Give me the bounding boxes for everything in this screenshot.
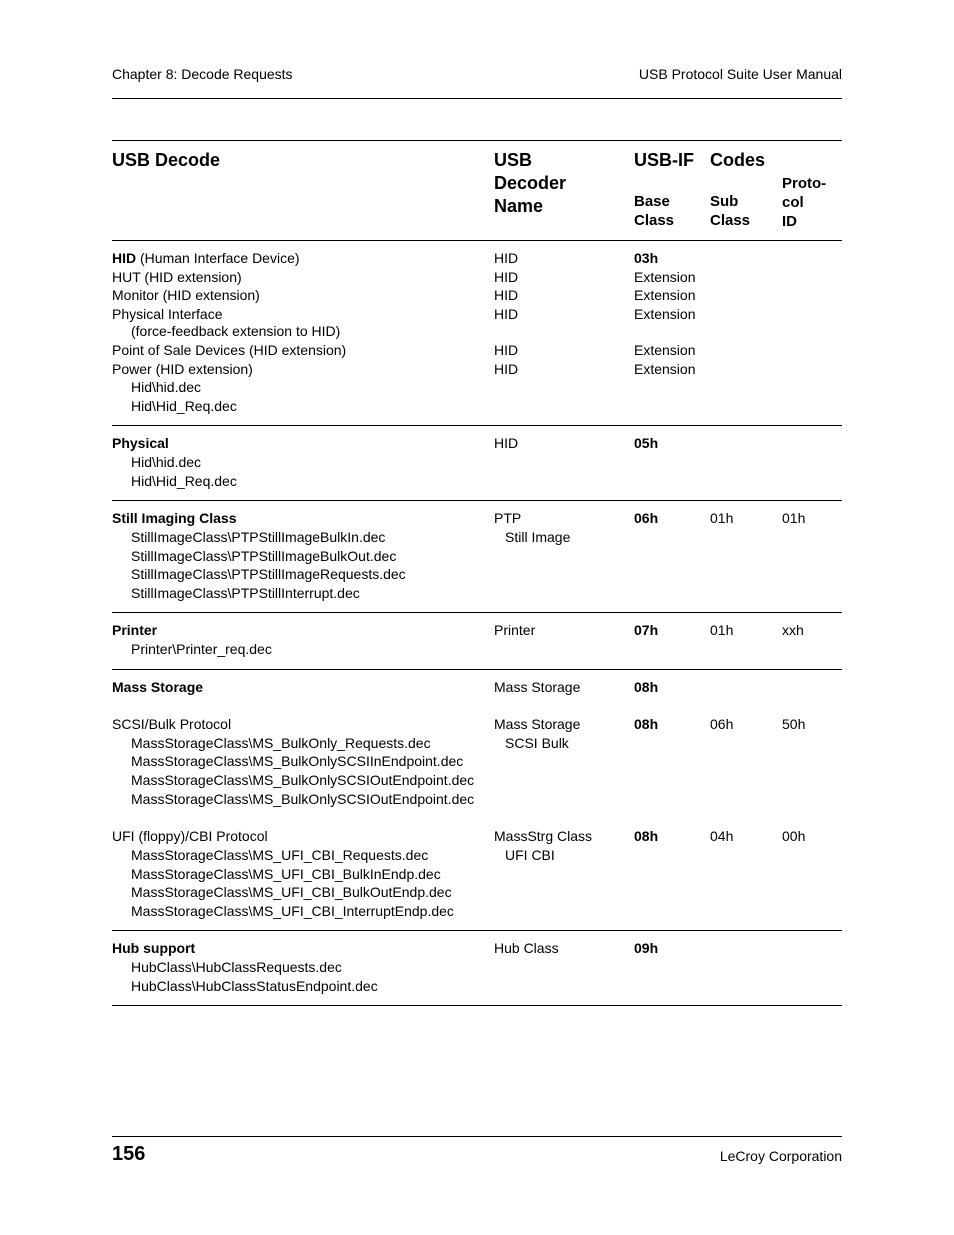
header-rule	[112, 98, 842, 99]
base-class-cell: 08h	[634, 716, 659, 732]
decoder-name-cell: HID	[494, 342, 519, 358]
col-codes: Codes	[710, 150, 766, 170]
manual-title: USB Protocol Suite User Manual	[638, 66, 842, 82]
scsi-bulk-file: MassStorageClass\MS_BulkOnlySCSIInEndpoint.dec	[131, 753, 464, 769]
power-name: Power (HID extension)	[112, 361, 253, 377]
decoder-name-cell: Hub Class	[494, 940, 559, 956]
decoder-name-cell: HID	[494, 435, 519, 451]
physical-interface-note: (force-feedback extension to HID)	[131, 323, 341, 339]
base-class-cell: 05h	[634, 435, 659, 451]
section-rule	[112, 500, 842, 501]
base-class-cell: 09h	[634, 940, 659, 956]
section-rule	[112, 612, 842, 613]
base-class-cell: 06h	[634, 510, 659, 526]
company-name: LeCroy Corporation	[719, 1148, 842, 1164]
hid-name: HID (Human Interface Device)	[112, 250, 300, 266]
decoder-name-cell: Mass Storage	[494, 679, 581, 695]
hut-name: HUT (HID extension)	[112, 269, 242, 285]
section-rule	[112, 669, 842, 670]
printer-file: Printer\Printer_req.dec	[131, 641, 272, 657]
ufi-cbi-title: UFI (floppy)/CBI Protocol	[112, 828, 268, 844]
sub-class-cell: 01h	[710, 510, 734, 526]
hid-file: Hid\Hid_Req.dec	[131, 398, 237, 414]
hub-title: Hub support	[112, 940, 196, 956]
base-class-cell: Extension	[634, 361, 696, 377]
section-rule	[112, 425, 842, 426]
scsi-bulk-file: MassStorageClass\MS_BulkOnlySCSIOutEndpoint.dec	[131, 791, 475, 807]
sub-class-cell: 01h	[710, 622, 734, 638]
decoder-name-cell: Still Image	[505, 529, 571, 545]
decoder-name-cell: HID	[494, 306, 519, 322]
col-protocol-id: Proto- col ID	[782, 175, 827, 230]
hub-file: HubClass\HubClassRequests.dec	[131, 959, 342, 975]
ufi-cbi-file: MassStorageClass\MS_UFI_CBI_BulkOutEndp.dec	[131, 884, 452, 900]
decoder-name-cell: PTP	[494, 510, 522, 526]
printer-title: Printer	[112, 622, 158, 638]
base-class-cell: Extension	[634, 287, 696, 303]
page-number: 156	[112, 1143, 146, 1165]
col-usb-decode: USB Decode	[112, 150, 221, 170]
base-class-cell: 03h	[634, 250, 659, 266]
physical-file: Hid\hid.dec	[131, 454, 202, 470]
scsi-bulk-file: MassStorageClass\MS_BulkOnly_Requests.dec	[131, 735, 431, 751]
table-top-rule	[112, 140, 842, 141]
protocol-id-cell: 01h	[782, 510, 806, 526]
col-decoder-name: USB Decoder Name	[494, 150, 567, 216]
sub-class-cell: 04h	[710, 828, 734, 844]
base-class-cell: 07h	[634, 622, 659, 638]
col-base-class: Base Class	[634, 193, 675, 229]
still-imaging-file: StillImageClass\PTPStillImageBulkIn.dec	[131, 529, 386, 545]
table-bottom-rule	[112, 1005, 842, 1006]
physical-file: Hid\Hid_Req.dec	[131, 473, 237, 489]
decoder-name-cell: Printer	[494, 622, 536, 638]
scsi-bulk-title: SCSI/Bulk Protocol	[112, 716, 232, 732]
decoder-name-cell: HID	[494, 361, 519, 377]
physical-title: Physical	[112, 435, 169, 451]
ufi-cbi-file: MassStorageClass\MS_UFI_CBI_InterruptEndp.dec	[131, 903, 454, 919]
base-class-cell: Extension	[634, 306, 696, 322]
protocol-id-cell: 50h	[782, 716, 806, 732]
col-usb-if: USB-IF	[634, 150, 694, 170]
base-class-cell: Extension	[634, 342, 696, 358]
table-header-rule	[112, 240, 842, 241]
still-imaging-file: StillImageClass\PTPStillInterrupt.dec	[131, 585, 360, 601]
sub-class-cell: 06h	[710, 716, 734, 732]
physical-interface-name: Physical Interface	[112, 306, 223, 322]
hub-file: HubClass\HubClassStatusEndpoint.dec	[131, 978, 378, 994]
pos-name: Point of Sale Devices (HID extension)	[112, 342, 347, 358]
chapter-title: Chapter 8: Decode Requests	[112, 66, 293, 82]
monitor-name: Monitor (HID extension)	[112, 287, 260, 303]
ufi-cbi-file: MassStorageClass\MS_UFI_CBI_Requests.dec	[131, 847, 429, 863]
section-rule	[112, 930, 842, 931]
base-class-cell: 08h	[634, 828, 659, 844]
decoder-name-cell: SCSI Bulk	[505, 735, 569, 751]
decoder-name-cell: UFI CBI	[505, 847, 555, 863]
decoder-name-cell: Mass Storage	[494, 716, 581, 732]
ufi-cbi-file: MassStorageClass\MS_UFI_CBI_BulkInEndp.dec	[131, 866, 441, 882]
still-imaging-file: StillImageClass\PTPStillImageBulkOut.dec	[131, 548, 397, 564]
still-imaging-title: Still Imaging Class	[112, 510, 237, 526]
protocol-id-cell: xxh	[782, 622, 804, 638]
protocol-id-cell: 00h	[782, 828, 806, 844]
decoder-name-cell: HID	[494, 287, 519, 303]
scsi-bulk-file: MassStorageClass\MS_BulkOnlySCSIOutEndpoint.dec	[131, 772, 475, 788]
decoder-name-cell: HID	[494, 250, 519, 266]
decoder-name-cell: MassStrg Class	[494, 828, 593, 844]
mass-storage-title: Mass Storage	[112, 679, 204, 695]
footer-rule	[112, 1136, 842, 1137]
base-class-cell: 08h	[634, 679, 659, 695]
decoder-name-cell: HID	[494, 269, 519, 285]
col-sub-class: Sub Class	[710, 193, 751, 229]
base-class-cell: Extension	[634, 269, 696, 285]
hid-file: Hid\hid.dec	[131, 379, 202, 395]
still-imaging-file: StillImageClass\PTPStillImageRequests.dec	[131, 566, 406, 582]
